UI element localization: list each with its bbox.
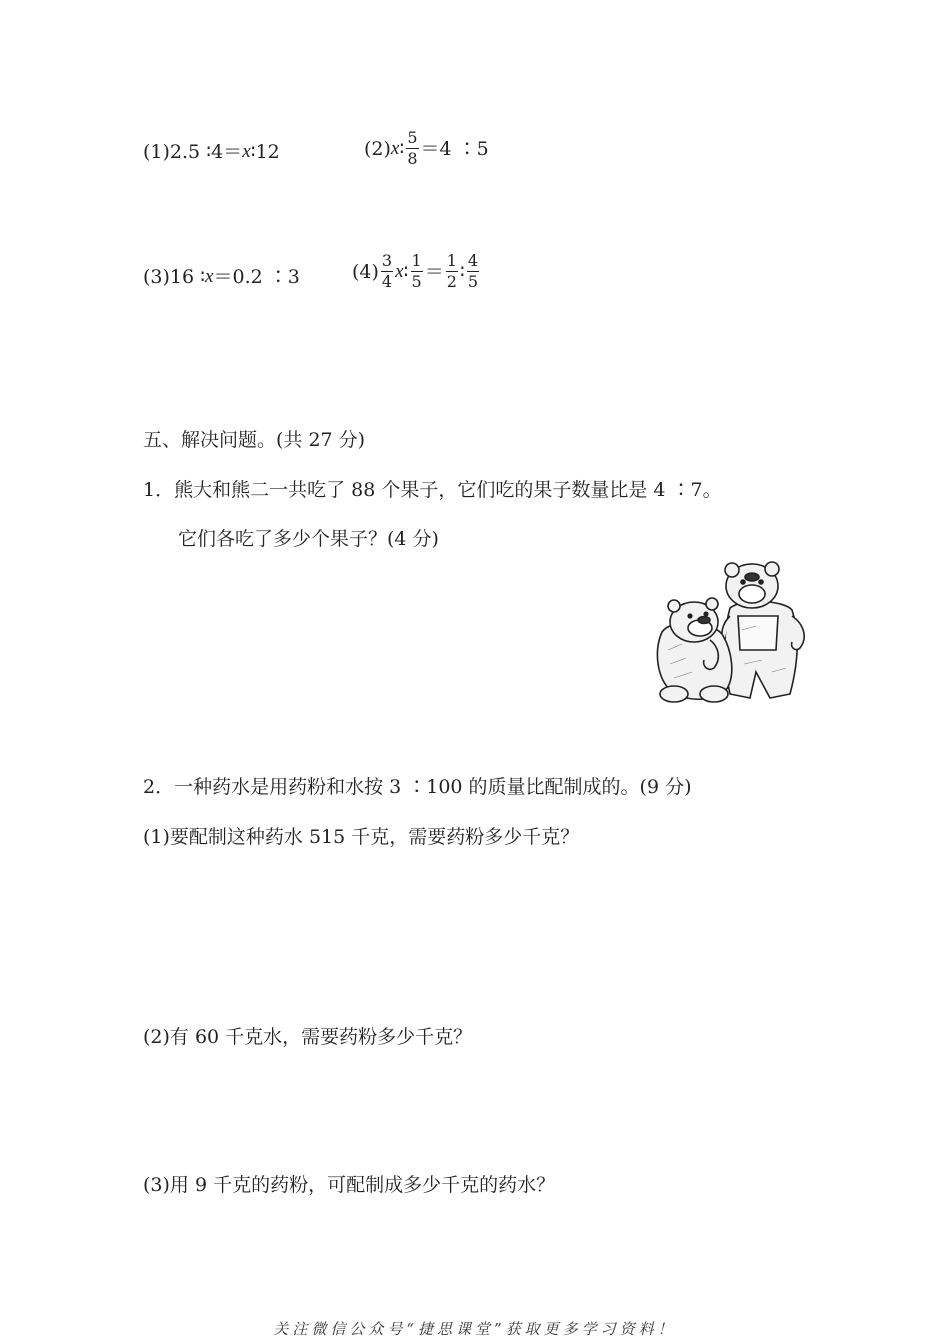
equation-4-label: (4) [352,260,379,283]
fraction-1-5: $\frac{1}{5}$ [411,251,422,291]
question-2-part-1: (1)要配制这种药水 515 千克，需要药粉多少千克？ [143,826,580,848]
footer-note: 关注微信公众号“捷思课堂”获取更多学习资料！ [273,1320,677,1338]
equation-1-label: (1)2.5 [143,141,201,163]
question-1-line-2: 它们各吃了多少个果子？(4 分) [178,528,439,550]
cartoon-bears-image [652,560,814,708]
equation-1: (1)2.5 ∶4＝ x ∶12 [143,141,280,163]
equation-2-label: (2) [364,137,391,160]
question-2-part-3: (3)用 9 千克的药粉，可配制成多少千克的药水？ [143,1174,556,1196]
equation-3-label: (3)16 [143,266,195,288]
section-title: 五、解决问题。(共 27 分) [143,429,366,451]
fraction-3-4: $\frac{3}{4}$ [381,251,393,291]
equation-2: (2) x ∶ $\frac{5}{8}$ ＝4 ∶5 [364,128,489,168]
question-2-part-2: (2)有 60 千克水，需要药粉多少千克？ [143,1026,473,1048]
fraction-5-8: $\frac{5}{8}$ [407,128,418,168]
question-2-stem: 2．一种药水是用药粉和水按 3 ∶100 的质量比配制成的。(9 分) [143,776,692,798]
fraction-4-5: $\frac{4}{5}$ [467,251,479,291]
fraction-1-2: $\frac{1}{2}$ [446,251,457,291]
equation-4: (4) $\frac{3}{4}$ x ∶ $\frac{1}{5}$ ＝ $\frac{1}{2}$ ∶ $\frac{4}{5}$ [352,251,479,291]
question-1-line-1: 1．熊大和熊二一共吃了 88 个果子，它们吃的果子数量比是 4 ∶7。 [143,479,722,501]
equation-3: (3)16 ∶ x ＝0.2 ∶3 [143,266,300,288]
